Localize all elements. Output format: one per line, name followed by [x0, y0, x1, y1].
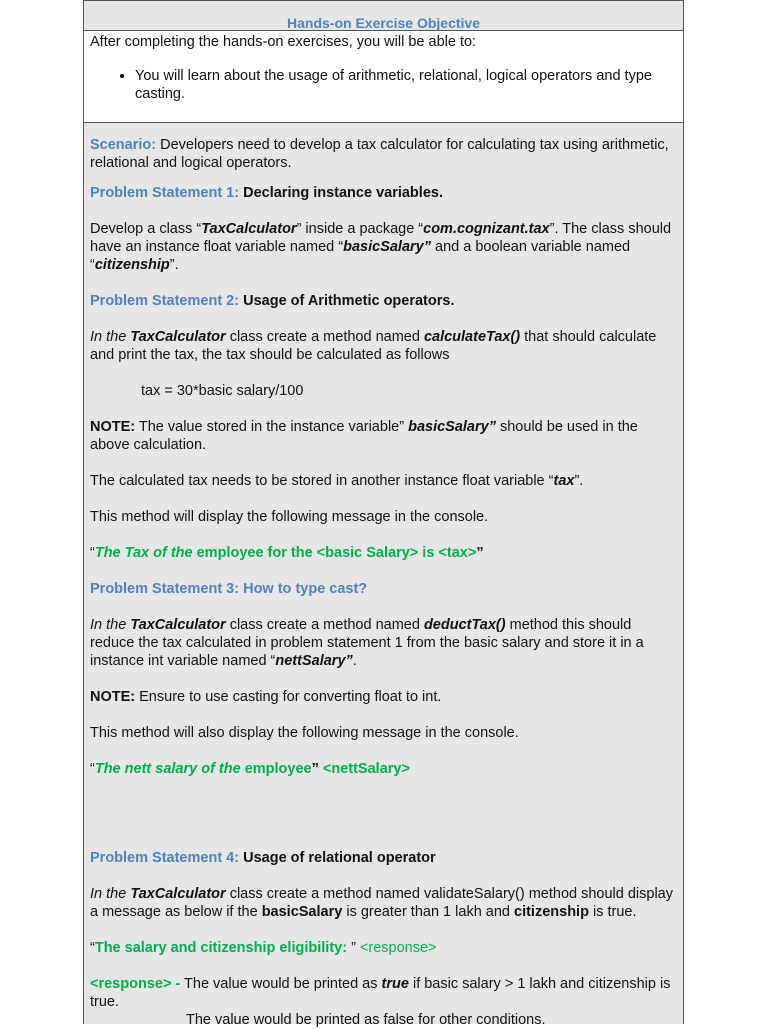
ps1-paragraph [90, 220, 677, 274]
ps4-response-false: The value would be printed as false for other conditions. [186, 1012, 546, 1028]
ps3-text: In the [90, 617, 131, 633]
ps2-note-text: The value stored in the instance variable” [135, 419, 409, 435]
ps1-text: ”. [169, 257, 179, 273]
exercise-body [84, 123, 683, 1029]
ps3-paragraph [90, 616, 677, 670]
ps3-message-bold: employee [240, 761, 312, 777]
ps3-class-name: TaxCalculator [130, 617, 226, 633]
ps4-response-text: if basic salary > 1 lakh and citizenship is true. [90, 976, 671, 1010]
ps4-text: class create a method named validateSalary() method should display a message as below if the [90, 886, 673, 920]
ps2-label: Problem Statement 2: [90, 293, 240, 309]
ps4-response-true: true [381, 976, 409, 992]
ps2-store [90, 472, 677, 490]
ps1-var-basic-salary: basicSalary” [343, 239, 431, 255]
ps4-text: is greater than 1 lakh and [342, 904, 515, 920]
quote: “ [90, 545, 95, 561]
ps2-store-var: tax [553, 473, 575, 489]
ps3-var-nett-salary: nettSalary” [275, 653, 353, 669]
quote: ” [311, 761, 319, 777]
ps2-paragraph [90, 328, 677, 364]
document-page [83, 0, 684, 1028]
ps2-message [90, 544, 677, 562]
ps4-text: In the [90, 886, 131, 902]
ps2-text: In the [90, 329, 131, 345]
objective-list [90, 67, 677, 103]
ps2-heading [90, 292, 677, 310]
ps4-message-tail: <response> [355, 940, 437, 956]
ps2-store-text: ”. [574, 473, 584, 489]
ps4-message-bold: The salary and citizenship eligibility: [94, 940, 348, 956]
scenario-text: Developers need to develop a tax calculator for calculating tax using arithmetic, relational and logical operators. [90, 137, 669, 171]
quote: “ [90, 761, 95, 777]
ps2-method-name: calculateTax() [423, 329, 521, 345]
scenario-paragraph [90, 136, 677, 172]
ps4-var-citizenship: citizenship [514, 904, 589, 920]
ps1-class-name: TaxCalculator [201, 221, 297, 237]
ps2-note-var: basicSalary” [408, 419, 496, 435]
ps3-heading: Problem Statement 3: How to type cast? [90, 581, 368, 597]
ps1-text: ” inside a package “ [296, 221, 424, 237]
ps2-message-italic: The Tax of the [94, 545, 193, 561]
ps2-message-bold: employee for the <basic Salary> is <tax> [192, 545, 477, 561]
ps1-text: ”. The class should have an instance float variable named “ [90, 221, 672, 255]
note-label: NOTE: [90, 689, 136, 705]
ps2-note-text: should be used in the above calculation. [90, 419, 638, 453]
ps3-method-name: deductTax() [423, 617, 506, 633]
ps2-display: This method will display the following message in the console. [90, 509, 489, 525]
ps3-note [90, 688, 677, 706]
ps4-title: Usage of relational operator [239, 850, 436, 866]
objective-bullet: • You will learn about the usage of arithmetic, relational, logical operators and type casting. [135, 67, 677, 103]
ps1-title: Declaring instance variables. [239, 185, 443, 201]
ps1-package-name: com.cognizant.tax [423, 221, 550, 237]
ps3-text: method this should reduce the tax calculated in problem statement 1 from the basic salary and store it in a instance int variable named “ [90, 617, 644, 669]
quote: ” [476, 545, 484, 561]
ps4-message [90, 939, 677, 957]
ps3-text: class create a method named [225, 617, 424, 633]
quote: “ [90, 940, 95, 956]
ps3-message [90, 760, 677, 778]
ps4-var-basic-salary: basicSalary [261, 904, 343, 920]
ps3-message-tail: <nettSalary> [318, 761, 410, 777]
ps1-label: Problem Statement 1: [90, 185, 240, 201]
ps3-display: This method will also display the following message in the console. [90, 725, 519, 741]
objective-header: Hands-on Exercise Objective [84, 0, 683, 31]
ps2-store-text: The calculated tax needs to be stored in another instance float variable “ [90, 473, 554, 489]
ps4-paragraph [90, 885, 677, 921]
scenario-label: Scenario: [90, 137, 157, 153]
ps2-text: that should calculate and print the tax, the tax should be calculated as follows [90, 329, 657, 363]
ps4-response-text: The value would be printed as [180, 976, 382, 992]
ps4-label: Problem Statement 4: [90, 850, 240, 866]
ps4-heading [90, 849, 677, 867]
response-label: <response> - [90, 976, 181, 992]
ps3-note-text: Ensure to use casting for converting float to int. [135, 689, 442, 705]
ps2-text: class create a method named [225, 329, 424, 345]
ps1-text: and a boolean variable named “ [90, 239, 631, 273]
ps3-text: . [352, 653, 357, 669]
tax-formula: tax = 30*basic salary/100 [141, 383, 304, 399]
ps1-var-citizenship: citizenship [94, 257, 170, 273]
ps2-note [90, 418, 677, 454]
quote: ” [347, 940, 356, 956]
ps2-title: Usage of Arithmetic operators. [239, 293, 455, 309]
ps4-response [90, 975, 677, 1011]
ps2-class-name: TaxCalculator [130, 329, 226, 345]
ps4-text: is true. [588, 904, 637, 920]
note-label: NOTE: [90, 419, 136, 435]
intro-section [84, 31, 683, 123]
ps3-message-italic: The nett salary of the [94, 761, 241, 777]
intro-lead: After completing the hands-on exercises, you will be able to: [90, 34, 477, 50]
ps4-class-name: TaxCalculator [130, 886, 226, 902]
ps1-heading [90, 184, 677, 202]
ps1-text: Develop a class “ [90, 221, 202, 237]
